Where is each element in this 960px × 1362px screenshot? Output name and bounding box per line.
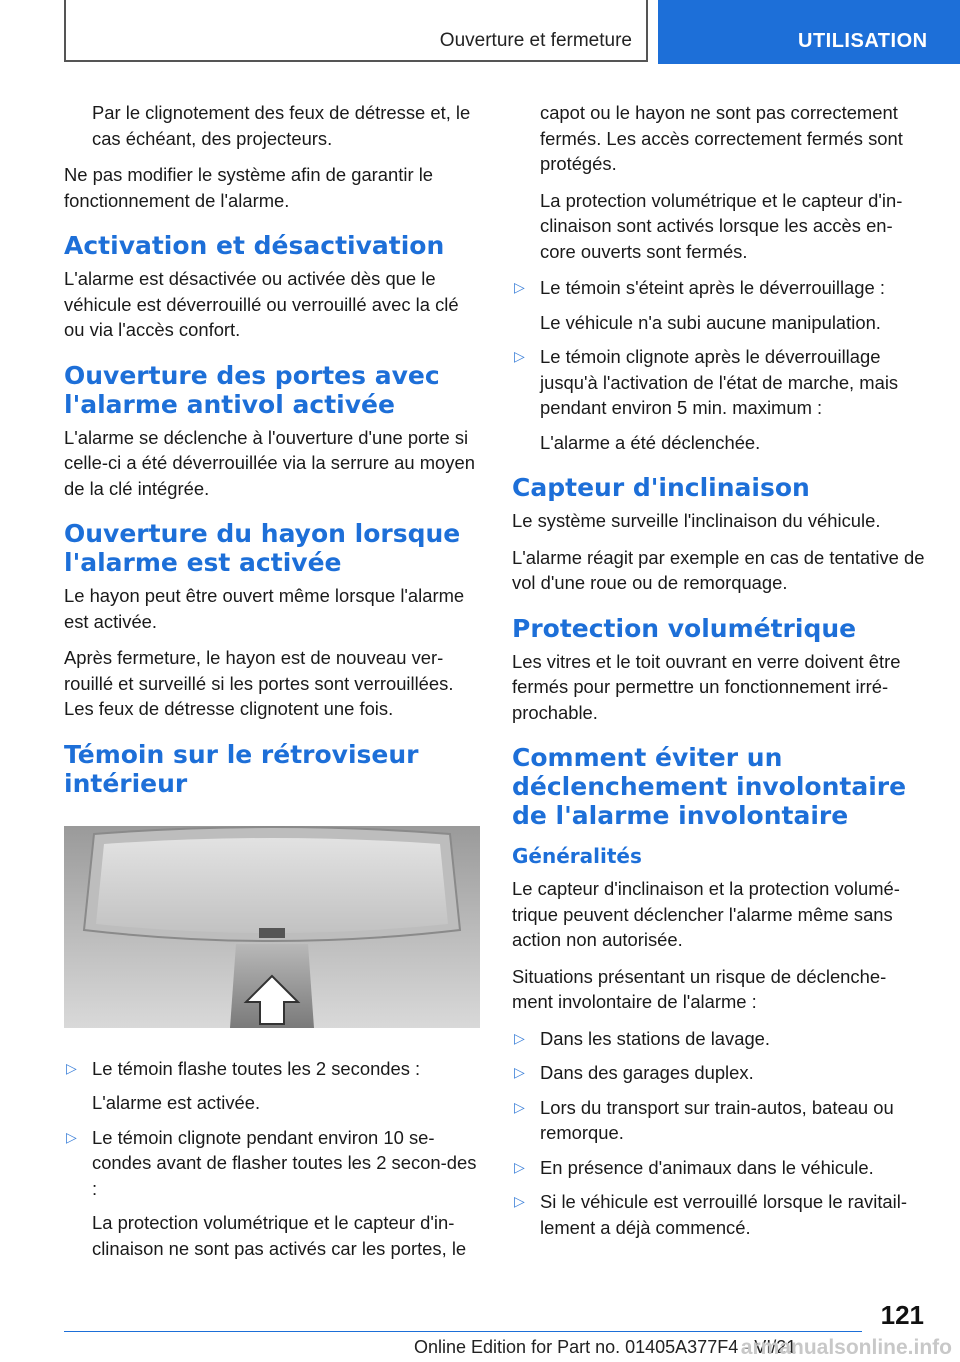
heading-capteur: Capteur d'inclinaison bbox=[512, 473, 810, 502]
list-item bbox=[64, 1125, 484, 1262]
triangle-bullet-icon: ▷ bbox=[66, 1128, 77, 1145]
list-item bbox=[64, 1056, 484, 1116]
list-item bbox=[512, 275, 926, 335]
heading-portes: Ouverture des portes avec l'alarme antivol activée bbox=[64, 360, 440, 419]
mirror-image bbox=[64, 826, 480, 1028]
paragraph: Les vitres et le toit ouvrant en verre doivent être fermés pour permettre un fonctionnement irré-prochable. bbox=[512, 650, 901, 723]
rearview-mirror-illustration bbox=[64, 826, 480, 1028]
paragraph: Ne pas modifier le système afin de garantir le fonctionnement de l'alarme. bbox=[64, 164, 434, 211]
page-number: 121 bbox=[880, 1300, 924, 1330]
list-item-subtext: La protection volumétrique et le capteur d'in-clinaison ne sont pas activés car les portes, le bbox=[92, 1212, 467, 1259]
footer-divider bbox=[64, 1331, 862, 1332]
list-item-text: Le témoin clignote après le déverrouillage jusqu'à l'activation de l'état de marche, mais pendant environ 5 min. maximum : bbox=[540, 346, 899, 418]
paragraph: Le hayon peut être ouvert même lorsque l'alarme est activée. bbox=[64, 585, 465, 632]
heading-activation: Activation et désactivation bbox=[64, 231, 445, 260]
list-item-text: Lors du transport sur train-autos, bateau ou remorque. bbox=[540, 1096, 894, 1143]
indicator-list-left bbox=[64, 1056, 484, 1262]
paragraph: L'alarme réagit par exemple en cas de tentative de vol d'une roue ou de remorquage. bbox=[512, 546, 925, 593]
list-item bbox=[512, 1060, 926, 1086]
list-item-text: Le témoin clignote pendant environ 10 se-condes avant de flasher toutes les 2 secon-des : bbox=[92, 1126, 477, 1199]
triangle-bullet-icon: ▷ bbox=[514, 1029, 525, 1046]
list-item bbox=[512, 1189, 926, 1240]
list-item bbox=[512, 344, 926, 455]
indicator-list-right bbox=[512, 275, 926, 455]
triangle-bullet-icon: ▷ bbox=[514, 348, 525, 364]
right-column bbox=[512, 100, 926, 1249]
list-item-text: Si le véhicule est verrouillé lorsque le ravitail-lement a déjà commencé. bbox=[540, 1191, 907, 1238]
triangle-bullet-icon: ▷ bbox=[514, 1098, 525, 1115]
paragraph: Après fermeture, le hayon est de nouveau ver-rouillé et surveillé si les portes sont verrouillées. Les feux de détresse clignotent une fois. bbox=[64, 647, 454, 719]
triangle-bullet-icon: ▷ bbox=[514, 1193, 525, 1209]
triangle-bullet-icon: ▷ bbox=[514, 279, 525, 295]
situations-list bbox=[512, 1026, 926, 1241]
tab-label: UTILISATION bbox=[798, 30, 928, 52]
paragraph: Par le clignotement des feux de détresse et, le cas échéant, des projecteurs. bbox=[92, 102, 471, 149]
list-item-text: Le témoin s'éteint après le déverrouillage : bbox=[540, 277, 885, 298]
header-tab bbox=[658, 0, 960, 64]
list-item-text: Dans les stations de lavage. bbox=[540, 1027, 771, 1049]
list-item bbox=[512, 1095, 926, 1146]
list-item-text: Le témoin flashe toutes les 2 secondes : bbox=[92, 1057, 421, 1079]
heading-temoin: Témoin sur le rétroviseur intérieur bbox=[64, 739, 419, 798]
section-title: Ouverture et fermeture bbox=[439, 30, 632, 51]
heading-eviter: Comment éviter un déclenchement involontaire de l'alarme involontaire bbox=[512, 743, 907, 830]
triangle-bullet-icon: ▷ bbox=[514, 1064, 525, 1080]
paragraph: capot ou le hayon ne sont pas correctement fermés. Les accès correctement fermés sont protégés. bbox=[540, 102, 903, 174]
list-item-subtext: L'alarme a été déclenchée. bbox=[540, 431, 761, 453]
paragraph: Le système surveille l'inclinaison du véhicule. bbox=[512, 510, 881, 531]
list-item-text: Dans des garages duplex. bbox=[540, 1062, 754, 1083]
watermark: armanualsonline.info bbox=[740, 1336, 952, 1359]
triangle-bullet-icon: ▷ bbox=[514, 1158, 525, 1175]
list-item bbox=[512, 1026, 926, 1052]
heading-protection: Protection volumétrique bbox=[512, 613, 857, 643]
heading-hayon: Ouverture du hayon lorsque l'alarme est activée bbox=[64, 519, 461, 577]
subheading-generalites: Généralités bbox=[512, 844, 642, 868]
list-item bbox=[512, 1155, 926, 1181]
list-item-subtext: Le véhicule n'a subi aucune manipulation. bbox=[540, 311, 881, 333]
paragraph: Le capteur d'inclinaison et la protection volumé-trique peuvent déclencher l'alarme même sans action non autorisée. bbox=[512, 878, 900, 950]
paragraph: La protection volumétrique et le capteur d'in-clinaison sont activés lorsque les accès en-core ouverts sont fermés. bbox=[540, 189, 903, 262]
footer-edition: Online Edition for Part no. 01405A377F4 - VI/21 bbox=[414, 1337, 797, 1357]
left-column bbox=[64, 100, 484, 1270]
list-item-text: En présence d'animaux dans le véhicule. bbox=[540, 1156, 874, 1178]
paragraph: Situations présentant un risque de déclenche-ment involontaire de l'alarme : bbox=[512, 965, 887, 1012]
header-left-box bbox=[64, 0, 648, 62]
triangle-bullet-icon: ▷ bbox=[66, 1059, 77, 1076]
paragraph: L'alarme se déclenche à l'ouverture d'une porte si celle-ci a été déverrouillée via la serrure au moyen de la clé intégrée. bbox=[64, 426, 475, 499]
list-item-subtext: L'alarme est activée. bbox=[92, 1092, 261, 1113]
paragraph: L'alarme est désactivée ou activée dès que le véhicule est déverrouillé ou verrouillé avec la clé ou via l'accès confort. bbox=[64, 268, 459, 340]
